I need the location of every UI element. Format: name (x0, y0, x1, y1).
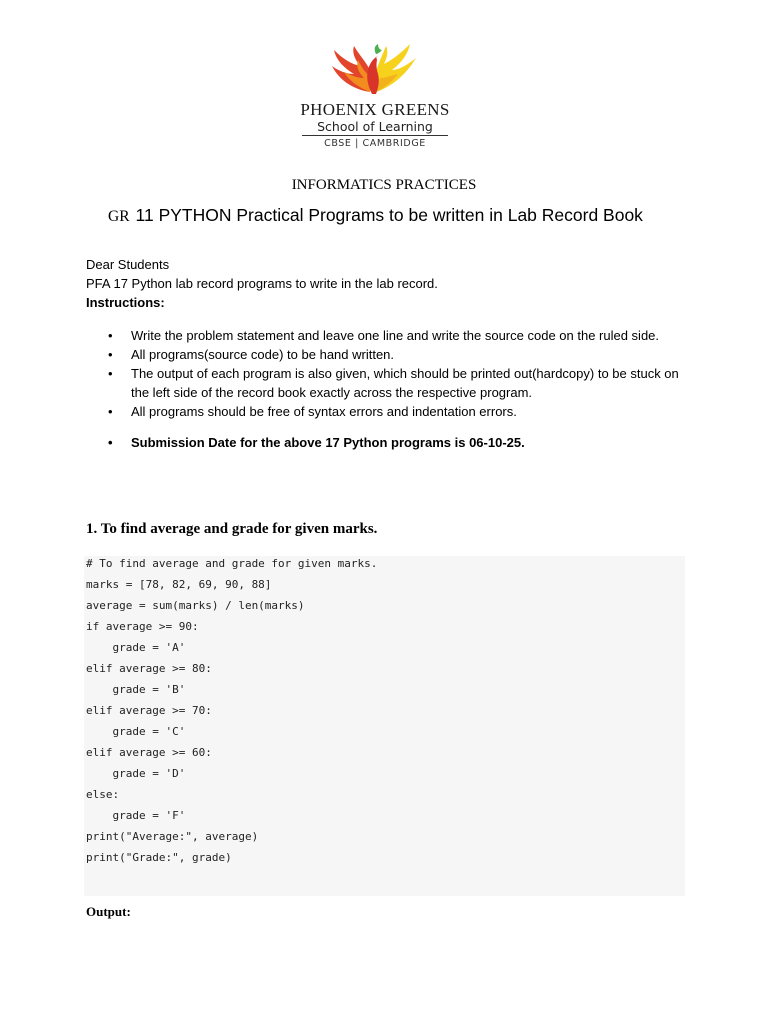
output-label: Output: (86, 904, 131, 919)
code-line: marks = [78, 82, 69, 90, 88] (86, 578, 272, 591)
program-heading: 1. To find average and grade for given marks. (86, 521, 378, 537)
code-line: print("Grade:", grade) (86, 851, 232, 864)
code-line: # To find average and grade for given marks. (86, 557, 378, 570)
instruction-item: • All programs should be free of syntax errors and indentation errors. (86, 402, 686, 421)
greeting: Dear Students (86, 257, 170, 272)
title-text: 11 PYTHON Practical Programs to be written in Lab Record Book (135, 205, 643, 225)
school-logo (284, 42, 484, 154)
instruction-item: • The output of each program is also given, which should be printed out(hardcopy) to be stuck on the left side of the record book exactly across the respective program. (86, 364, 686, 402)
title-prefix: GR (108, 208, 130, 225)
logo-school-name: PHOENIX GREENS (300, 100, 450, 119)
code-line: print("Average:", average) (86, 830, 259, 843)
phoenix-bird-icon (326, 42, 422, 98)
code-line: grade = 'A' (86, 641, 186, 654)
code-line: else: (86, 788, 120, 801)
code-block (84, 556, 685, 896)
intro-line: PFA 17 Python lab record programs to write in the lab record. (86, 276, 438, 291)
code-line: elif average >= 70: (86, 704, 212, 717)
instruction-item: • All programs(source code) to be hand written. (86, 345, 686, 364)
document-title (108, 205, 708, 226)
code-line: grade = 'D' (86, 767, 186, 780)
instructions-heading: Instructions: (86, 295, 165, 310)
subject-heading: INFORMATICS PRACTICES (291, 177, 477, 193)
code-line: elif average >= 80: (86, 662, 212, 675)
instructions-list (86, 326, 686, 452)
logo-tagline: School of Learning (302, 119, 448, 136)
code-line: average = sum(marks) / len(marks) (86, 599, 305, 612)
instruction-item: • Write the problem statement and leave one line and write the source code on the ruled side. (86, 326, 686, 345)
logo-boards: CBSE | CAMBRIDGE (324, 138, 426, 149)
code-line: elif average >= 60: (86, 746, 212, 759)
submission-note: • Submission Date for the above 17 Python programs is 06-10-25. (86, 433, 686, 452)
code-line: grade = 'F' (86, 809, 186, 822)
code-line: grade = 'B' (86, 683, 186, 696)
code-line: grade = 'C' (86, 725, 186, 738)
code-line: if average >= 90: (86, 620, 199, 633)
